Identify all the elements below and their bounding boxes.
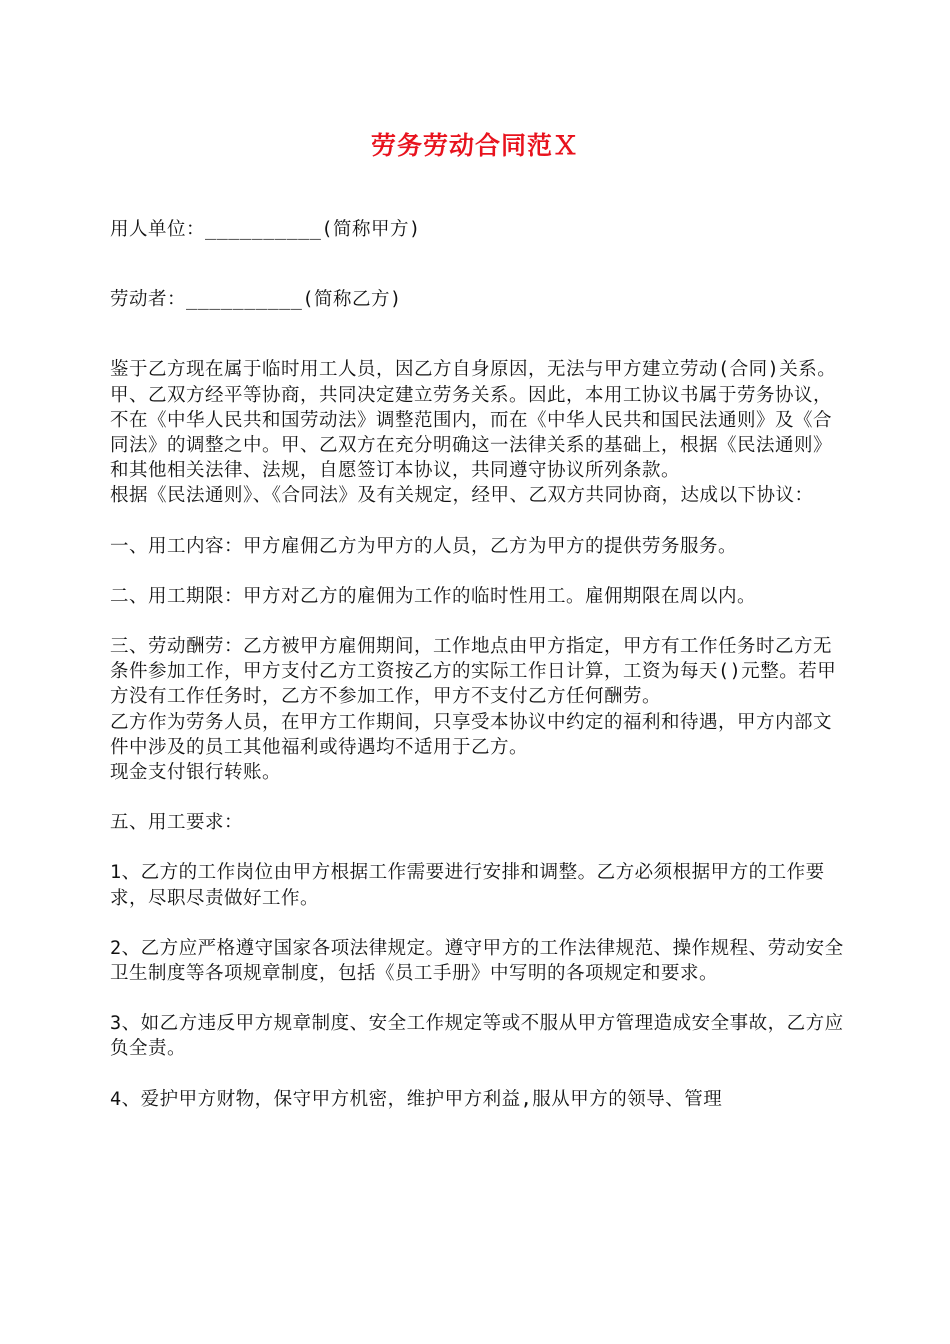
clause-1: 一、用工内容：甲方雇佣乙方为甲方的人员，乙方为甲方的提供劳务服务。 bbox=[110, 535, 738, 557]
laborer-line: 劳动者：__________(简称乙方) bbox=[110, 289, 402, 311]
document-body bbox=[110, 217, 845, 1112]
basis-paragraph: 根据《民法通则》、《合同法》及有关规定，经甲、乙双方共同协商，达成以下协议： bbox=[110, 485, 814, 507]
requirement-2: 2、乙方应严格遵守国家各项法律规定。遵守甲方的工作法律规范、操作规程、劳动安全卫生制度等各项规章制度，包括《员工手册》中写明的各项规定和要求。 bbox=[110, 937, 844, 985]
preamble-paragraph: 鉴于乙方现在属于临时用工人员，因乙方自身原因，无法与甲方建立劳动(合同)关系。甲、乙双方经平等协商，共同决定建立劳务关系。因此，本用工协议书属于劳务协议，不在《中华人民共和国劳动法》调整范围内，而在《中华人民共和国民法通则》及《合同法》的调整之中。甲、乙双方在充分明确这一法律关系的基础上，根据《民法通则》和其他相关法律、法规，自愿签订本协议，共同遵守协议所列条款。 bbox=[110, 359, 837, 482]
requirement-1: 1、乙方的工作岗位由甲方根据工作需要进行安排和调整。乙方必须根据甲方的工作要求，尽职尽责做好工作。 bbox=[110, 862, 825, 909]
employer-line: 用人单位：__________(简称甲方) bbox=[110, 219, 421, 240]
benefits-paragraph: 乙方作为劳务人员，在甲方工作期间，只享受本协议中约定的福利和待遇，甲方内部文件中涉及的员工其他福利或待遇均不适用于乙方。 bbox=[110, 711, 833, 758]
clause-3: 三、劳动酬劳：乙方被甲方雇佣期间，工作地点由甲方指定，甲方有工作任务时乙方无条件参加工作，甲方支付乙方工资按乙方的实际工作日计算，工资为每天()元整。若甲方没有工作任务时，乙方不参加工作，甲方不支付乙方任何酬劳。 bbox=[110, 636, 837, 708]
clause-2: 二、用工期限：甲方对乙方的雇佣为工作的临时性用工。雇佣期限在周以内。 bbox=[110, 585, 757, 607]
requirement-4: 4、爱护甲方财物，保守甲方机密，维护甲方利益,服从甲方的领导、管理 bbox=[110, 1088, 723, 1110]
clause-5-heading: 五、用工要求： bbox=[110, 812, 244, 834]
payment-method-line: 现金支付银行转账。 bbox=[110, 762, 282, 784]
requirement-3: 3、如乙方违反甲方规章制度、安全工作规定等或不服从甲方管理造成安全事故，乙方应负全责。 bbox=[110, 1013, 844, 1060]
document-title: 劳务劳动合同范Ｘ bbox=[370, 131, 579, 160]
